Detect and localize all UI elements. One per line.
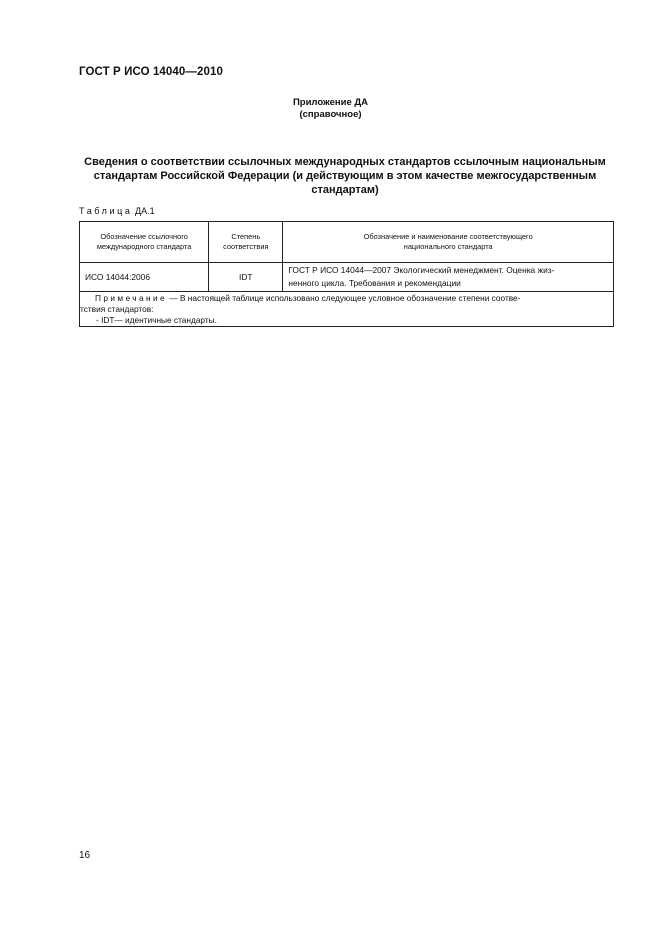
cell-national-standard: ГОСТ Р ИСО 14044—2007 Экологический менеджмент. Оценка жиз- ненного цикла. Требования и рекомендации	[283, 263, 614, 292]
table-caption	[79, 206, 155, 216]
table-note	[80, 292, 614, 327]
section-title: Сведения о соответствии ссылочных международных стандартов ссылочным национальным стандартам Российской Федерации (и действующим в этом качестве межгосударственным стандартам)	[84, 156, 606, 196]
note-line-3: - IDT— идентичные стандарты.	[96, 314, 217, 325]
standard-header: ГОСТ Р ИСО 14040—2010	[79, 66, 224, 78]
header-intl-standard: Обозначение ссылочного международного стандарта	[80, 222, 209, 263]
note-line-2: тствия стандартов:	[80, 303, 154, 314]
annex-type: (справочное)	[299, 109, 362, 120]
note-line-1	[80, 293, 613, 304]
header-degree: Степень соответствия	[209, 222, 283, 263]
page-number: 16	[79, 850, 91, 861]
note-label: Примечание	[95, 292, 168, 303]
header-national-standard: Обозначение и наименование соответствующего национального стандарта	[283, 222, 614, 263]
table-caption-label: Таблица	[79, 206, 133, 216]
table-note-row	[80, 292, 614, 327]
annex-title: Приложение ДА	[292, 97, 369, 108]
table-caption-number: ДА.1	[135, 206, 155, 216]
correspondence-table	[79, 221, 614, 327]
table-row	[80, 263, 614, 292]
cell-intl-standard: ИСО 14044:2006	[80, 263, 209, 292]
cell-degree: IDT	[209, 263, 283, 292]
table-header-row	[80, 222, 614, 263]
note-text: — В настоящей таблице использовано следующее условное обозначение степени соотве-	[167, 292, 521, 303]
